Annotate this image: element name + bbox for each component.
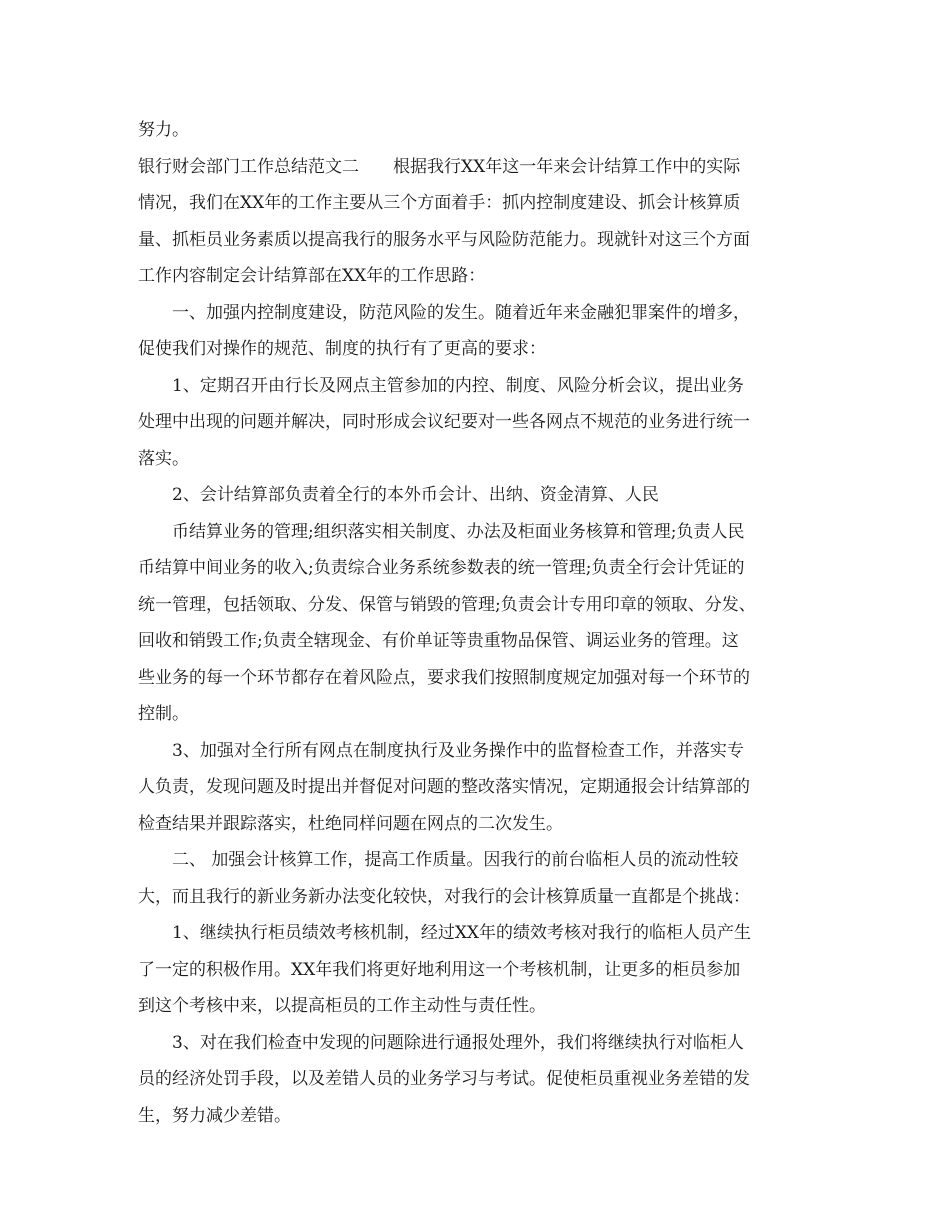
paragraph-line: 大，而且我行的新业务新办法变化较快，对我行的会计核算质量一直都是个挑战： bbox=[138, 886, 750, 907]
paragraph-line: 3、加强对全行所有网点在制度执行及业务操作中的监督检查工作，并落实专 bbox=[172, 740, 744, 761]
paragraph-line bbox=[138, 149, 828, 186]
paragraph-line: 一、加强内控制度建设，防范风险的发生。随着近年来金融犯罪案件的增多， bbox=[172, 302, 750, 323]
paragraph-line: 回收和销毁工作;负责全辖现金、有价单证等贵重物品保管、调运业务的管理。这 bbox=[138, 631, 739, 651]
paragraph-line: 努力。 bbox=[138, 120, 189, 140]
paragraph-line: 2、会计结算部负责着全行的本外币会计、出纳、资金清算、人民 bbox=[172, 485, 659, 505]
paragraph-line: 员的经济处罚手段，以及差错人员的业务学习与考试。促使柜员重视业务差错的发 bbox=[138, 1069, 750, 1089]
section-title: 银行财会部门工作总结范文二 bbox=[138, 156, 359, 177]
paragraph-line: 控制。 bbox=[138, 704, 189, 724]
paragraph-line: 1、继续执行柜员绩效考核机制，经过XX年的绩效考核对我行的临柜人员产生 bbox=[172, 923, 752, 943]
paragraph-line: 检查结果并跟踪落实，杜绝同样问题在网点的二次发生。 bbox=[138, 813, 563, 834]
paragraph-line: 3、对在我们检查中发现的问题除进行通报处理外，我们将继续执行对临柜人 bbox=[172, 1032, 744, 1053]
paragraph-line: 二、 加强会计核算工作，提高工作质量。因我行的前台临柜人员的流动性较 bbox=[172, 850, 739, 870]
paragraph-line: 落实。 bbox=[138, 448, 189, 469]
paragraph-line: 人负责，发现问题及时提出并督促对问题的整改落实情况，定期通报会计结算部的 bbox=[138, 777, 750, 797]
paragraph-line: 币结算业务的管理;组织落实相关制度、办法及柜面业务核算和管理;负责人民 bbox=[172, 521, 745, 542]
paragraph-line: 情况，我们在XX年的工作主要从三个方面着手：抓内控制度建设、抓会计核算质 bbox=[138, 193, 741, 213]
paragraph-line: 处理中出现的问题并解决，同时形成会议纪要对一些各网点不规范的业务进行统一 bbox=[138, 412, 750, 432]
paragraph-line: 了一定的积极作用。XX年我们将更好地利用这一个考核机制，让更多的柜员参加 bbox=[138, 959, 741, 980]
paragraph-line: 促使我们对操作的规范、制度的执行有了更高的要求： bbox=[138, 339, 546, 359]
paragraph-line: 1、定期召开由行长及网点主管参加的内控、制度、风险分析会议，提出业务 bbox=[172, 375, 744, 396]
paragraph-line: 统一管理，包括领取、分发、保管与销毁的管理;负责会计专用印章的领取、分发、 bbox=[138, 594, 756, 615]
paragraph-line: 工作内容制定会计结算部在XX年的工作思路： bbox=[138, 266, 486, 286]
paragraph-line: 到这个考核中来，以提高柜员的工作主动性与责任性。 bbox=[138, 996, 546, 1016]
paragraph-line-text: 根据我行XX年这一年来会计结算工作中的实际 bbox=[393, 156, 741, 177]
paragraph-line: 币结算中间业务的收入;负责综合业务系统参数表的统一管理;负责全行会计凭证的 bbox=[138, 558, 745, 578]
paragraph-line: 些业务的每一个环节都存在着风险点，要求我们按照制度规定加强对每一个环节的 bbox=[138, 667, 750, 688]
document-body bbox=[138, 112, 828, 1134]
paragraph-line: 量、抓柜员业务素质以提高我行的服务水平与风险防范能力。现就针对这三个方面 bbox=[138, 229, 750, 250]
paragraph-line: 生，努力减少差错。 bbox=[138, 1105, 291, 1126]
